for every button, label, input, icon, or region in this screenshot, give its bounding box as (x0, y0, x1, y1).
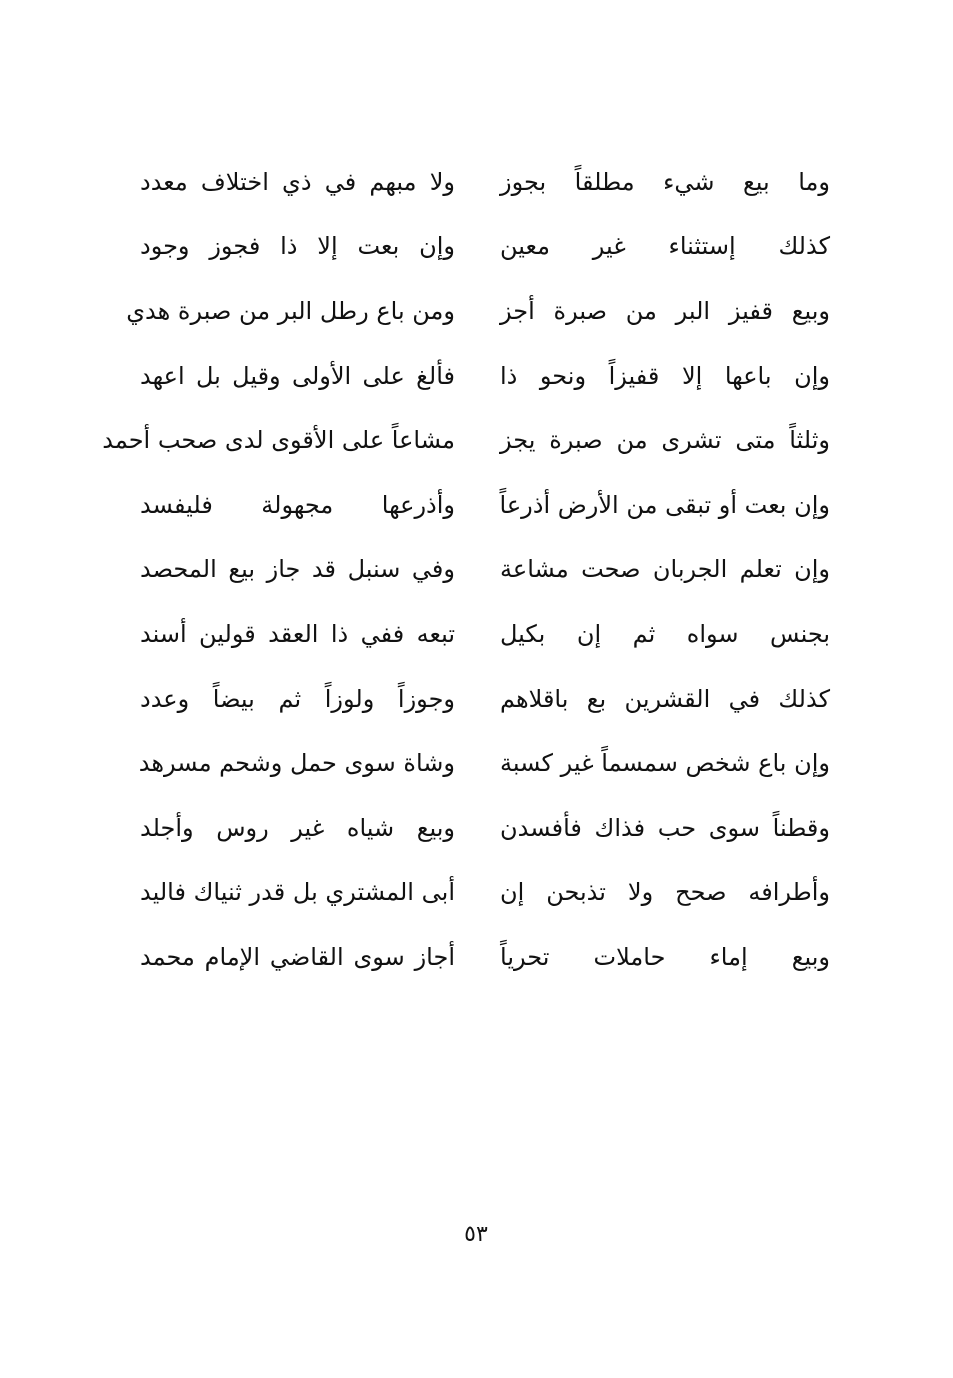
verse-line (140, 861, 830, 926)
verse-line (140, 731, 830, 796)
verse-line (140, 925, 830, 990)
verse-second-hemistich: وشاة سوى حمل وشحم مسرهد (138, 749, 455, 778)
verse-line (140, 344, 830, 409)
verse-first-hemistich: وإن باع شخص سمسماً غير كسبة (500, 749, 830, 778)
verse-first-hemistich: وقطناً سوى حب فذاك فأفسدن (500, 813, 830, 842)
verse-line (126, 279, 830, 344)
verse-first-hemistich: وإن باعها إلا قفيزاً ونحو ذا (500, 361, 830, 390)
verse-line (140, 796, 830, 861)
verse-line (140, 215, 830, 280)
verse-first-hemistich: وإن تعلم الجربان صحت مشاعة (500, 555, 830, 584)
verse-second-hemistich: تبعه ففي ذا العقد قولين أسند (140, 620, 455, 649)
verse-first-hemistich: وإن بعت أو تبقى من الأرض أذرعاً (499, 490, 830, 519)
poem-body (102, 150, 830, 990)
verse-line (140, 150, 830, 215)
verse-second-hemistich: أبى المشتري بل قدر ثنياك فاليد (140, 878, 455, 907)
verse-line (140, 538, 830, 603)
verse-line (140, 473, 830, 538)
verse-second-hemistich: وإن بعت إلا ذا فجوز وجود (140, 232, 455, 261)
verse-first-hemistich: وبيع قفيز البر من صبرة أجز (500, 297, 830, 326)
verse-second-hemistich: مشاعاً على الأقوى لدى صحب أحمد (102, 426, 455, 455)
verse-second-hemistich: ومن باع رطل البر من صبرة هدي (126, 297, 455, 326)
verse-second-hemistich: وفي سنبل قد جاز بيع المحصد (140, 555, 455, 584)
verse-line (102, 408, 830, 473)
verse-first-hemistich: وما بيع شيء مطلقاً بجوز (500, 167, 830, 196)
verse-first-hemistich: وثلثاً متى تشرى من صبرة يجز (500, 426, 830, 455)
verse-first-hemistich: كذلك في القشرين بع باقلاهم (500, 684, 830, 713)
verse-first-hemistich: كذلك إستثناء غير معين (500, 232, 830, 261)
verse-second-hemistich: فألغ على الأولى وقيل بل اعهد (140, 361, 455, 390)
page-number: ٥٣ (464, 1222, 488, 1247)
verse-second-hemistich: وجوزاً ولوزاً ثم بيضاً وعدد (140, 684, 455, 713)
verse-line (140, 667, 830, 732)
verse-second-hemistich: وبيع شياه غير روس وأجلد (140, 813, 455, 842)
verse-first-hemistich: بجنس سواه ثم إن بكيل (500, 620, 830, 649)
verse-second-hemistich: أجاز سوى القاضي الإمام محمد (140, 943, 455, 972)
verse-line (140, 602, 830, 667)
verse-second-hemistich: وأذرعها مجهولة فليفسد (140, 490, 455, 519)
verse-first-hemistich: وأطرافه صحح ولا تذبحن إن (500, 878, 830, 907)
verse-second-hemistich: ولا مبهم في ذي اختلاف معدد (140, 167, 455, 196)
verse-first-hemistich: وبيع إماء حاملات تحرياً (500, 943, 830, 972)
